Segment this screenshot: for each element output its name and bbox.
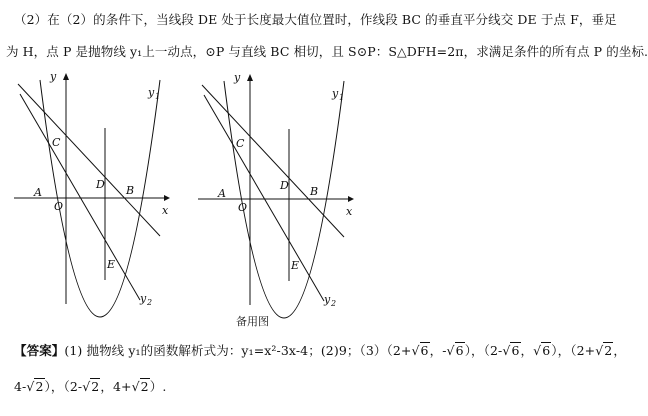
answer-mid5: ），（2- [44, 379, 83, 394]
spare-label-y2: y [324, 293, 331, 306]
answer-mid1: ，- [429, 343, 447, 358]
answer-part1: (1) 抛物线 y₁的函数解析式为：y₁=x²-3x-4；(2)9；（3）（2+ [64, 343, 412, 358]
label-e: E [107, 258, 116, 271]
answer-end2: ）. [149, 379, 167, 394]
label-x: x [162, 204, 169, 217]
label-y2: y [140, 292, 147, 305]
label-y2-sub: 2 [147, 298, 153, 307]
spare-x-axis-arrow [348, 196, 354, 202]
spare-label-y2-sub: 2 [331, 299, 337, 308]
sqrt-2-b: 2 [35, 379, 44, 394]
spare-figure [198, 68, 358, 330]
label-y1: y [148, 86, 155, 99]
sqrt-6-a: 6 [420, 343, 429, 358]
spare-label-x: x [346, 205, 353, 218]
y-axis-arrow [63, 73, 69, 80]
answer-mid4: ），（2+ [551, 343, 596, 358]
spare-label-b: B [310, 185, 319, 198]
problem-text-line-2: 为 H，点 P 是抛物线 y₁上一动点，⊙P 与直线 BC 相切，且 S⊙P：S△DFH=2π，求满足条件的所有点 P 的坐标. [6, 44, 648, 59]
answer-mid2: ），（2- [464, 343, 503, 358]
spare-label-e: E [291, 259, 300, 272]
spare-label-d: D [280, 179, 289, 192]
label-d: D [96, 178, 105, 191]
sqrt-2-d: 2 [140, 379, 149, 394]
answer-tag: 【答案】 [14, 343, 65, 358]
spare-label-y: y [234, 71, 241, 84]
sqrt-2-a: 2 [604, 343, 613, 358]
sqrt-6-d: 6 [542, 343, 551, 358]
answer-line2-start: 4- [14, 379, 27, 394]
label-b: B [126, 184, 135, 197]
label-c: C [52, 136, 61, 149]
label-y1-sub: 1 [155, 92, 161, 101]
sqrt-6-c: 6 [511, 343, 520, 358]
x-axis-arrow [164, 195, 170, 201]
sqrt-6-b: 6 [455, 343, 464, 358]
problem-text-line-1: （2）在（2）的条件下，当线段 DE 处于长度最大值位置时，作线段 BC 的垂直平分线交 DE 于点 F，垂足 [14, 12, 617, 27]
sqrt-2-c: 2 [91, 379, 100, 394]
spare-label-a: A [218, 187, 226, 200]
answer-line-2: 4-√2），（2-√2，4+√2）. [14, 379, 167, 394]
main-figure [14, 68, 174, 308]
label-o: O [54, 200, 64, 213]
spare-label-c: C [236, 137, 245, 150]
spare-label-y1: y [332, 87, 339, 100]
label-y: y [50, 70, 57, 83]
spare-y-axis-arrow [247, 74, 253, 81]
answer-line-1: 【答案】(1) 抛物线 y₁的函数解析式为：y₁=x²-3x-4；(2)9；（3）（2+√6，-√6），（2-√6，√6），（2+√2， [14, 343, 626, 358]
label-a: A [34, 186, 42, 199]
answer-end1: ， [613, 343, 626, 358]
answer-mid6: ，4+ [100, 379, 132, 394]
spare-figure-caption: 备用图 [236, 315, 269, 328]
spare-label-o: O [238, 201, 248, 214]
answer-mid3: ， [520, 343, 534, 358]
spare-label-y1-sub: 1 [339, 93, 345, 102]
